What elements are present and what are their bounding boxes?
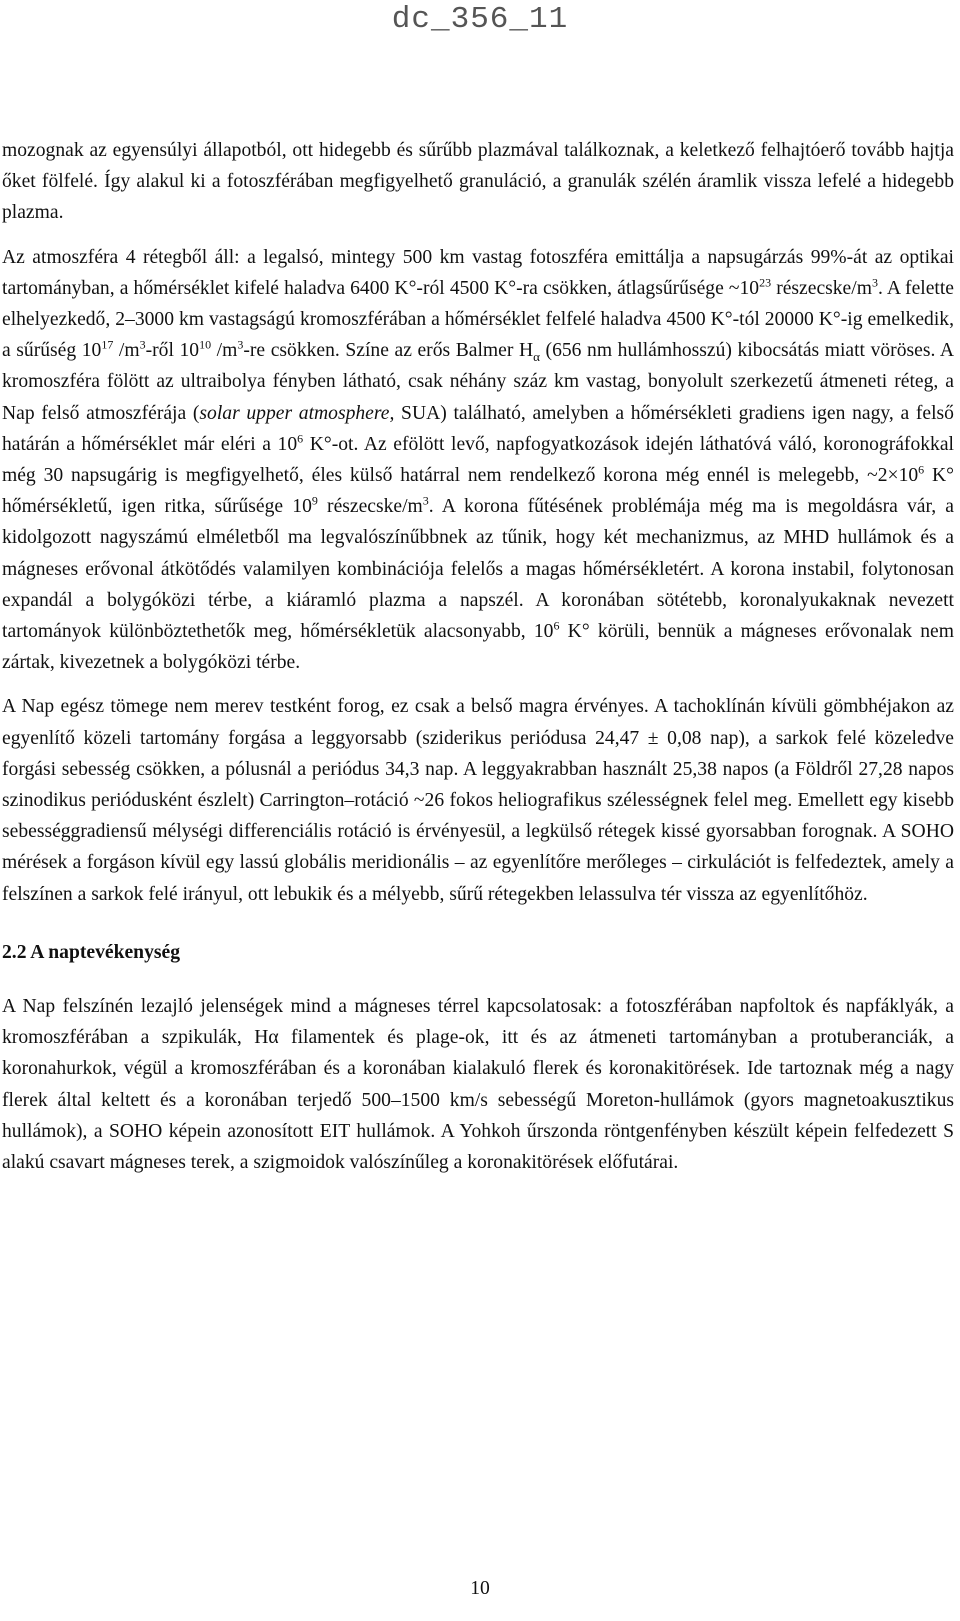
section-heading: 2.2 A naptevékenység <box>2 941 180 963</box>
document-body <box>2 135 954 1191</box>
paragraph-granulation: mozognak az egyensúlyi állapotból, ott hidegebb és sűrűbb plazmával találkoznak, a keletkező felhajtóerő tovább hajtja őket fölfelé. Így alakul ki a fotoszférában megfigyelhető granuláció, a granulák szélén áramlik vissza lefelé a hidegebb plazma. <box>2 140 954 224</box>
document-header-code: dc_356_11 <box>391 2 569 37</box>
page-number: 10 <box>470 1578 490 1599</box>
paragraph-rotation: A Nap egész tömege nem merev testként forog, ez csak a belső magra érvényes. A tachoklínán kívüli gömbhéjakon az egyenlítő közeli tartomány forgása a leggyorsabb (sziderikus periódusa 24,47 ± 0,08 nap), a sarkok felé közeledve forgási sebesség csökken, a pólusnál a periódus 34,3 nap. A leggyakrabban használt 25,38 napos (a Földről 27,28 napos szinodikus periódusként észlelt) Carrington–rotáció ~26 fokos heliografikus szélességnek felel meg. Emellett egy kisebb sebességgradiensű mélységi differenciális rotáció is érvényesül, a legkülső rétegek kissé gyorsabban forognak. A SOHO mérések a forgáson kívül egy lassú globális meridionális – az egyenlítőre merőleges – cirkulációt is felfedeztek, amely a felszínen a sarkok felé irányul, ott lebukik és a mélyebb, sűrű rétegekben lelassulva tér vissza az egyenlítőhöz. <box>2 696 954 905</box>
paragraph-solar-activity: A Nap felszínén lezajló jelenségek mind a mágneses térrel kapcsolatosak: a fotoszférában napfoltok és napfáklyák, a kromoszférában a szpikulák, Hα filamentek és plage-ok, itt és az átmeneti tartományban a protuberanciák, a koronahurkok, végül a kromoszférában és a koronában kialakuló flerek és koronakitörések. Ide tartoznak még a nagy flerek által keltett és a koronában terjedő 500–1500 km/s sebességű Moreton-hullámok (gyors magnetoakusztikus hullámok), a SOHO képein azonosított EIT hullámok. A Yohkoh űrszonda röntgenfényben készült képein felfedezett S alakú csavart mágneses terek, a szigmoidok valószínűleg a koronakitörések előfutárai. <box>2 996 954 1174</box>
paragraph-atmosphere-layers: Az atmoszféra 4 rétegből áll: a legalsó, mintegy 500 km vastag fotoszféra emittálja a napsugárzás 99%-át az optikai tartományban, a hőmérséklet kifelé haladva 6400 K°-ról 4500 K°-ra csökken, átlagsűrűsége $\sim 10^{23}$ részecske/$m^3$. A felette elhelyezkedő, 2–3000 km vastagságú kromoszférában a hőmérséklet felfelé haladva 4500 K°-tól 20000 K°-ig emelkedik, a sűrűség $10^{17}$ $/m^3$-ről $10^{10}$ $/m^3-re$ csökken. Színe az erős Balmer $H_\alpha$ (656 nm hullámhosszú) kibocsátás miatt vöröses. A kromoszféra fölött az ultraibolya fényben látható, csak néhány száz km vastag, bonyolult szerkezetű átmeneti réteg, a Nap felső atmoszférája (solar upper atmosphere, SUA) található, amelyben a hőmérsékleti gradiens igen nagy, a felső határán a hőmérséklet már eléri a $10^6$ K°-ot. Az efölött levő, napfogyatkozások idején láthatóvá váló, koronográfokkal még 30 napsugárig is megfigyelhető, éles külső határral nem rendelkező korona még ennél is melegebb, $\sim 2\times 10^6$ K° hőmérsékletű, igen ritka, sűrűsége $10^9$ részecske/$m^3$. A korona fűtésének problémája még ma is megoldásra vár, a kidolgozott nagyszámú elméletből ma legvalószínűbbnek az tűnik, hogy két mechanizmus, az MHD hullámok és a mágneses erővonal átkötődés valamilyen kombinációja felelős a magas hőmérsékletért. A korona instabil, folytonosan expandál a bolygóközi térbe, a kiáramló plazma a napszél. A koronában sötétebb, koronalyukaknak nevezett tartományok különböztethetők meg, hőmérsékletük alacsonyabb, $10^6$ K° körüli, bennük a mágneses erővonalak nem zártak, kivezetnek a bolygóközi térbe. <box>2 246 954 674</box>
